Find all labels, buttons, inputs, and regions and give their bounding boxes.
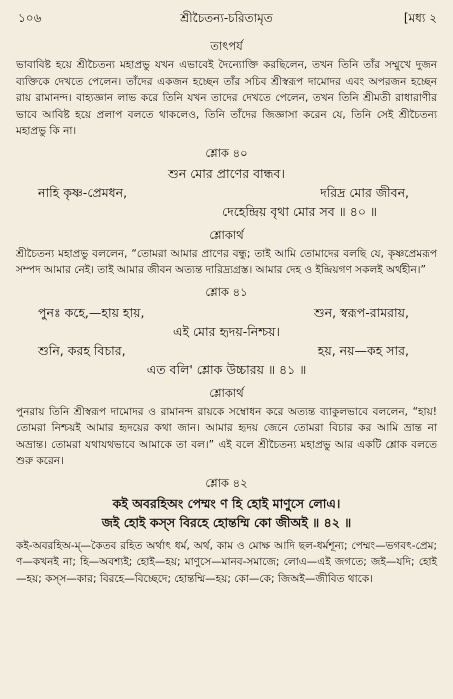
- verse-41-line-2: এই মোর হৃদয়-নিশ্চয়।: [172, 323, 281, 339]
- verse-40-number: শ্লোক ৪০: [205, 145, 248, 160]
- running-title: শ্রীচৈতন্য-চরিতামৃত: [180, 11, 273, 25]
- verse-42: [16, 494, 437, 532]
- translation-41-text: পুনরায় তিনি শ্রীস্বরূপ দামোদর ও রামানন্দ রায়কে সম্বোধন করে অত্যন্ত ব্যাকুলভাবে বললেন, “হায়! তোমরা নিশ্চয়ই আমার হৃদয়ের কথা জান। আমার হৃদয় জেনে তোমরা বিচার কর আমি ভ্রান্ত না অভ্রান্ত। তোমরা যথাযথভাবে আমাকে তা বল।” এই বলে শ্রীচৈতন্য মহাপ্রভু আর একটি শ্লোক বলতে শুরু করেন।: [16, 405, 437, 467]
- verse-41-line-1: পুনঃ কহে,—হায় হায়, শুন, স্বরূপ-রামরায়,: [38, 304, 409, 320]
- verse-40: [16, 164, 437, 221]
- verse-41-line-4: এত বলি' শ্লোক উচ্চারয় ॥ ৪১ ॥: [146, 361, 307, 377]
- verse-42-line-2: জই হোই কস্স বিরহে হোন্তম্মি কো জীঅই ॥ ৪২ ॥: [101, 514, 352, 530]
- verse-40-line-2: নাহি কৃষ্ণ-প্রেমধন, দরিদ্র মোর জীবন,: [38, 184, 409, 200]
- purport-heading: তাৎপর্য: [210, 39, 243, 53]
- purport-text: ভাবাবিষ্ট হয়ে শ্রীচৈতন্য মহাপ্রভু যখন এভাবেই দৈন্যোক্তি করছিলেন, তখন তিনি তাঁর সম্মুখে দুজন ব্যক্তিকে দেখতে পেলেন। তাঁদের একজন হচ্ছেন তাঁর সচিব শ্রীস্বরূপ দামোদর এবং অপরজন হচ্ছেন রায় রামানন্দ। বাহ্যজ্ঞান লাভ করে তিনি যখন তাদের দেখতে পেলেন, তখন তিনি শ্রীমতী রাধারাণীর ভাবে আবিষ্ট হয়ে প্রলাপ বলতে থাকলেও, তিনি তাঁদের জিজ্ঞাসা করেন যে, তিনি সেই শ্রীচৈতন্য মহাপ্রভু কি না।: [16, 59, 437, 137]
- translation-40-text: শ্রীচৈতন্য মহাপ্রভু বললেন, “তোমরা আমার প্রাণের বন্ধু; তাই আমি তোমাদের বলছি যে, কৃষ্ণপ্রেমরূপ সম্পদ আমার নেই। তাই আমার জীবন অত্যন্ত দারিদ্র্যগ্রস্ত। আমার দেহ ও ইন্দ্রিয়গণ সকলই অর্থহীন।”: [16, 247, 437, 276]
- verse-41-number: শ্লোক ৪১: [205, 284, 248, 299]
- translation-40-heading: শ্লোকার্থ: [209, 227, 244, 242]
- page-number: ১০৬: [18, 11, 42, 25]
- verse-40-line-3: দেহেন্দ্রিয় বৃথা মোর সব ॥ ৪০ ॥: [222, 203, 377, 219]
- translation-41-heading: শ্লোকার্থ: [209, 385, 244, 400]
- page-header: [16, 8, 437, 32]
- verse-42-number: শ্লোক ৪২: [205, 475, 248, 490]
- verse-40-line-1: শুন মোর প্রাণের বান্ধব।: [168, 165, 285, 181]
- word-synonyms: কই-অবরহিঅ-ম্—কৈতব রহিত অর্থাৎ ধর্ম, অর্থ, কাম ও মোক্ষ আদি ছল-ধর্মশূন্য; পেম্মং—ভগবৎ-প্রেম; ণ—কখনই না; হি—অবশ্যই; হোই—হয়; মাণুসে—মানব-সমাজে; লোএ—এই জগতে; জই—যদি; হোই—হয়; কস্স—কার; বিরহে—বিচ্ছেদে; হোন্তম্মি—হয়; কো—কে; জিঅই—জীবিত থাকে।: [16, 539, 437, 585]
- book-page: [16, 8, 437, 587]
- verse-41: [16, 303, 437, 379]
- verse-41-line-3: শুনি, করহ বিচার, হয়, নয়—কহ সার,: [38, 342, 409, 358]
- verse-42-line-1: কই অবরহিঅং পেম্মং ণ হি হোই মাণুসে লোএ।: [112, 495, 341, 511]
- chapter-label: [মধ্য ২: [403, 11, 437, 25]
